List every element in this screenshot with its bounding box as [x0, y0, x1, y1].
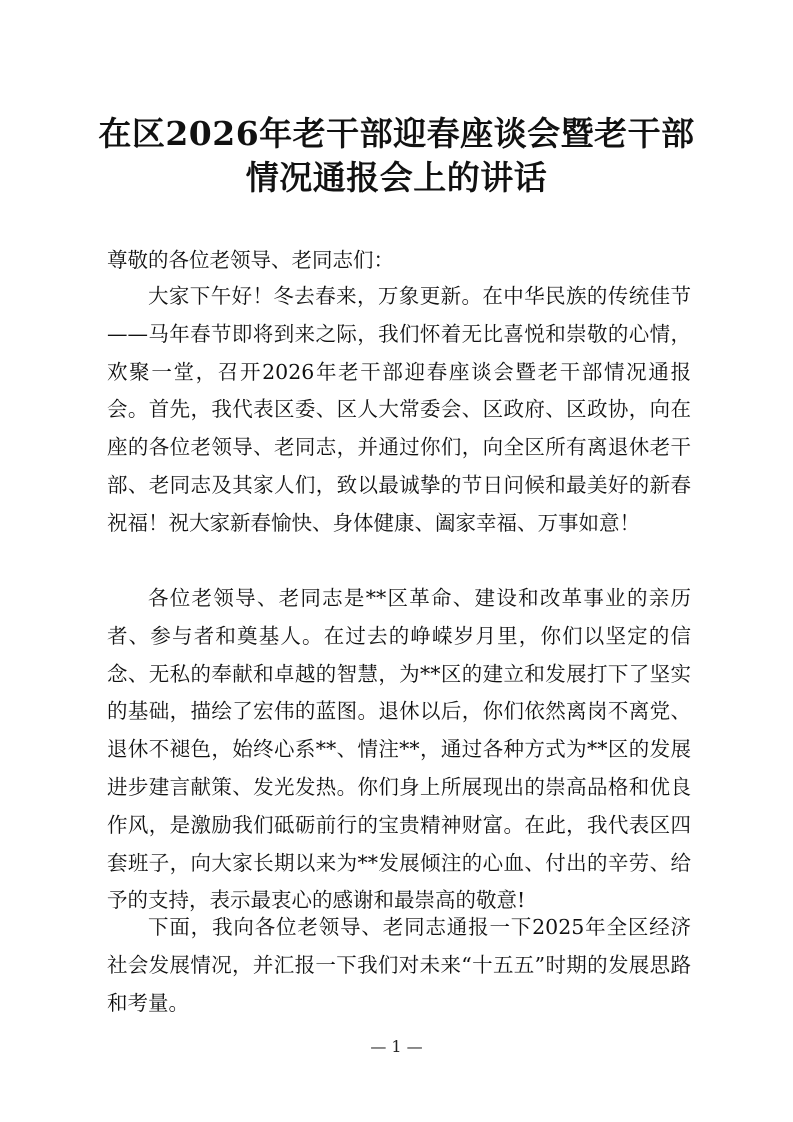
salutation: 尊敬的各位老领导、老同志们：: [107, 248, 394, 272]
document-title-line-2: 情况通报会上的讲话: [245, 158, 548, 197]
paragraph-greeting: 大家下午好！冬去春来，万象更新。在中华民族的传统佳节——马年春节即将到来之际，我们怀着无比喜悦和崇敬的心情，欢聚一堂，召开2026年老干部迎春座谈会暨老干部情况通报会。首先，我代表区委、区人大常委会、区政府、区政协，向在座的各位老领导、老同志，并通过你们，向全区所有离退休老干部、老同志及其家人们，致以最诚挚的节日问候和最美好的新春祝福！祝大家新春愉快、身体健康、阖家幸福、万事如意！: [107, 284, 691, 535]
paragraph-tribute: 各位老领导、老同志是**区革命、建设和改革事业的亲历者、参与者和奠基人。在过去的峥嵘岁月里，你们以坚定的信念、无私的奉献和卓越的智慧，为**区的建立和发展打下了坚实的基础，描绘了宏伟的蓝图。退休以后，你们依然离岗不离党、退休不褪色，始终心系**、情注**，通过各种方式为**区的发展进步建言献策、发光发热。你们身上所展现出的崇高品格和优良作风，是激励我们砥砺前行的宝贵精神财富。在此，我代表区四套班子，向大家长期以来为**发展倾注的心血、付出的辛劳、给予的支持，表示最衷心的感谢和最崇高的敬意!: [107, 586, 691, 913]
document-title-line-1: 在区2026年老干部迎春座谈会暨老干部: [98, 114, 695, 153]
page-number: — 1 —: [370, 1037, 423, 1056]
paragraph-report-intro: 下面，我向各位老领导、老同志通报一下2025年全区经济社会发展情况，并汇报一下我们对未来“十五五”时期的发展思路和考量。: [107, 915, 691, 1015]
